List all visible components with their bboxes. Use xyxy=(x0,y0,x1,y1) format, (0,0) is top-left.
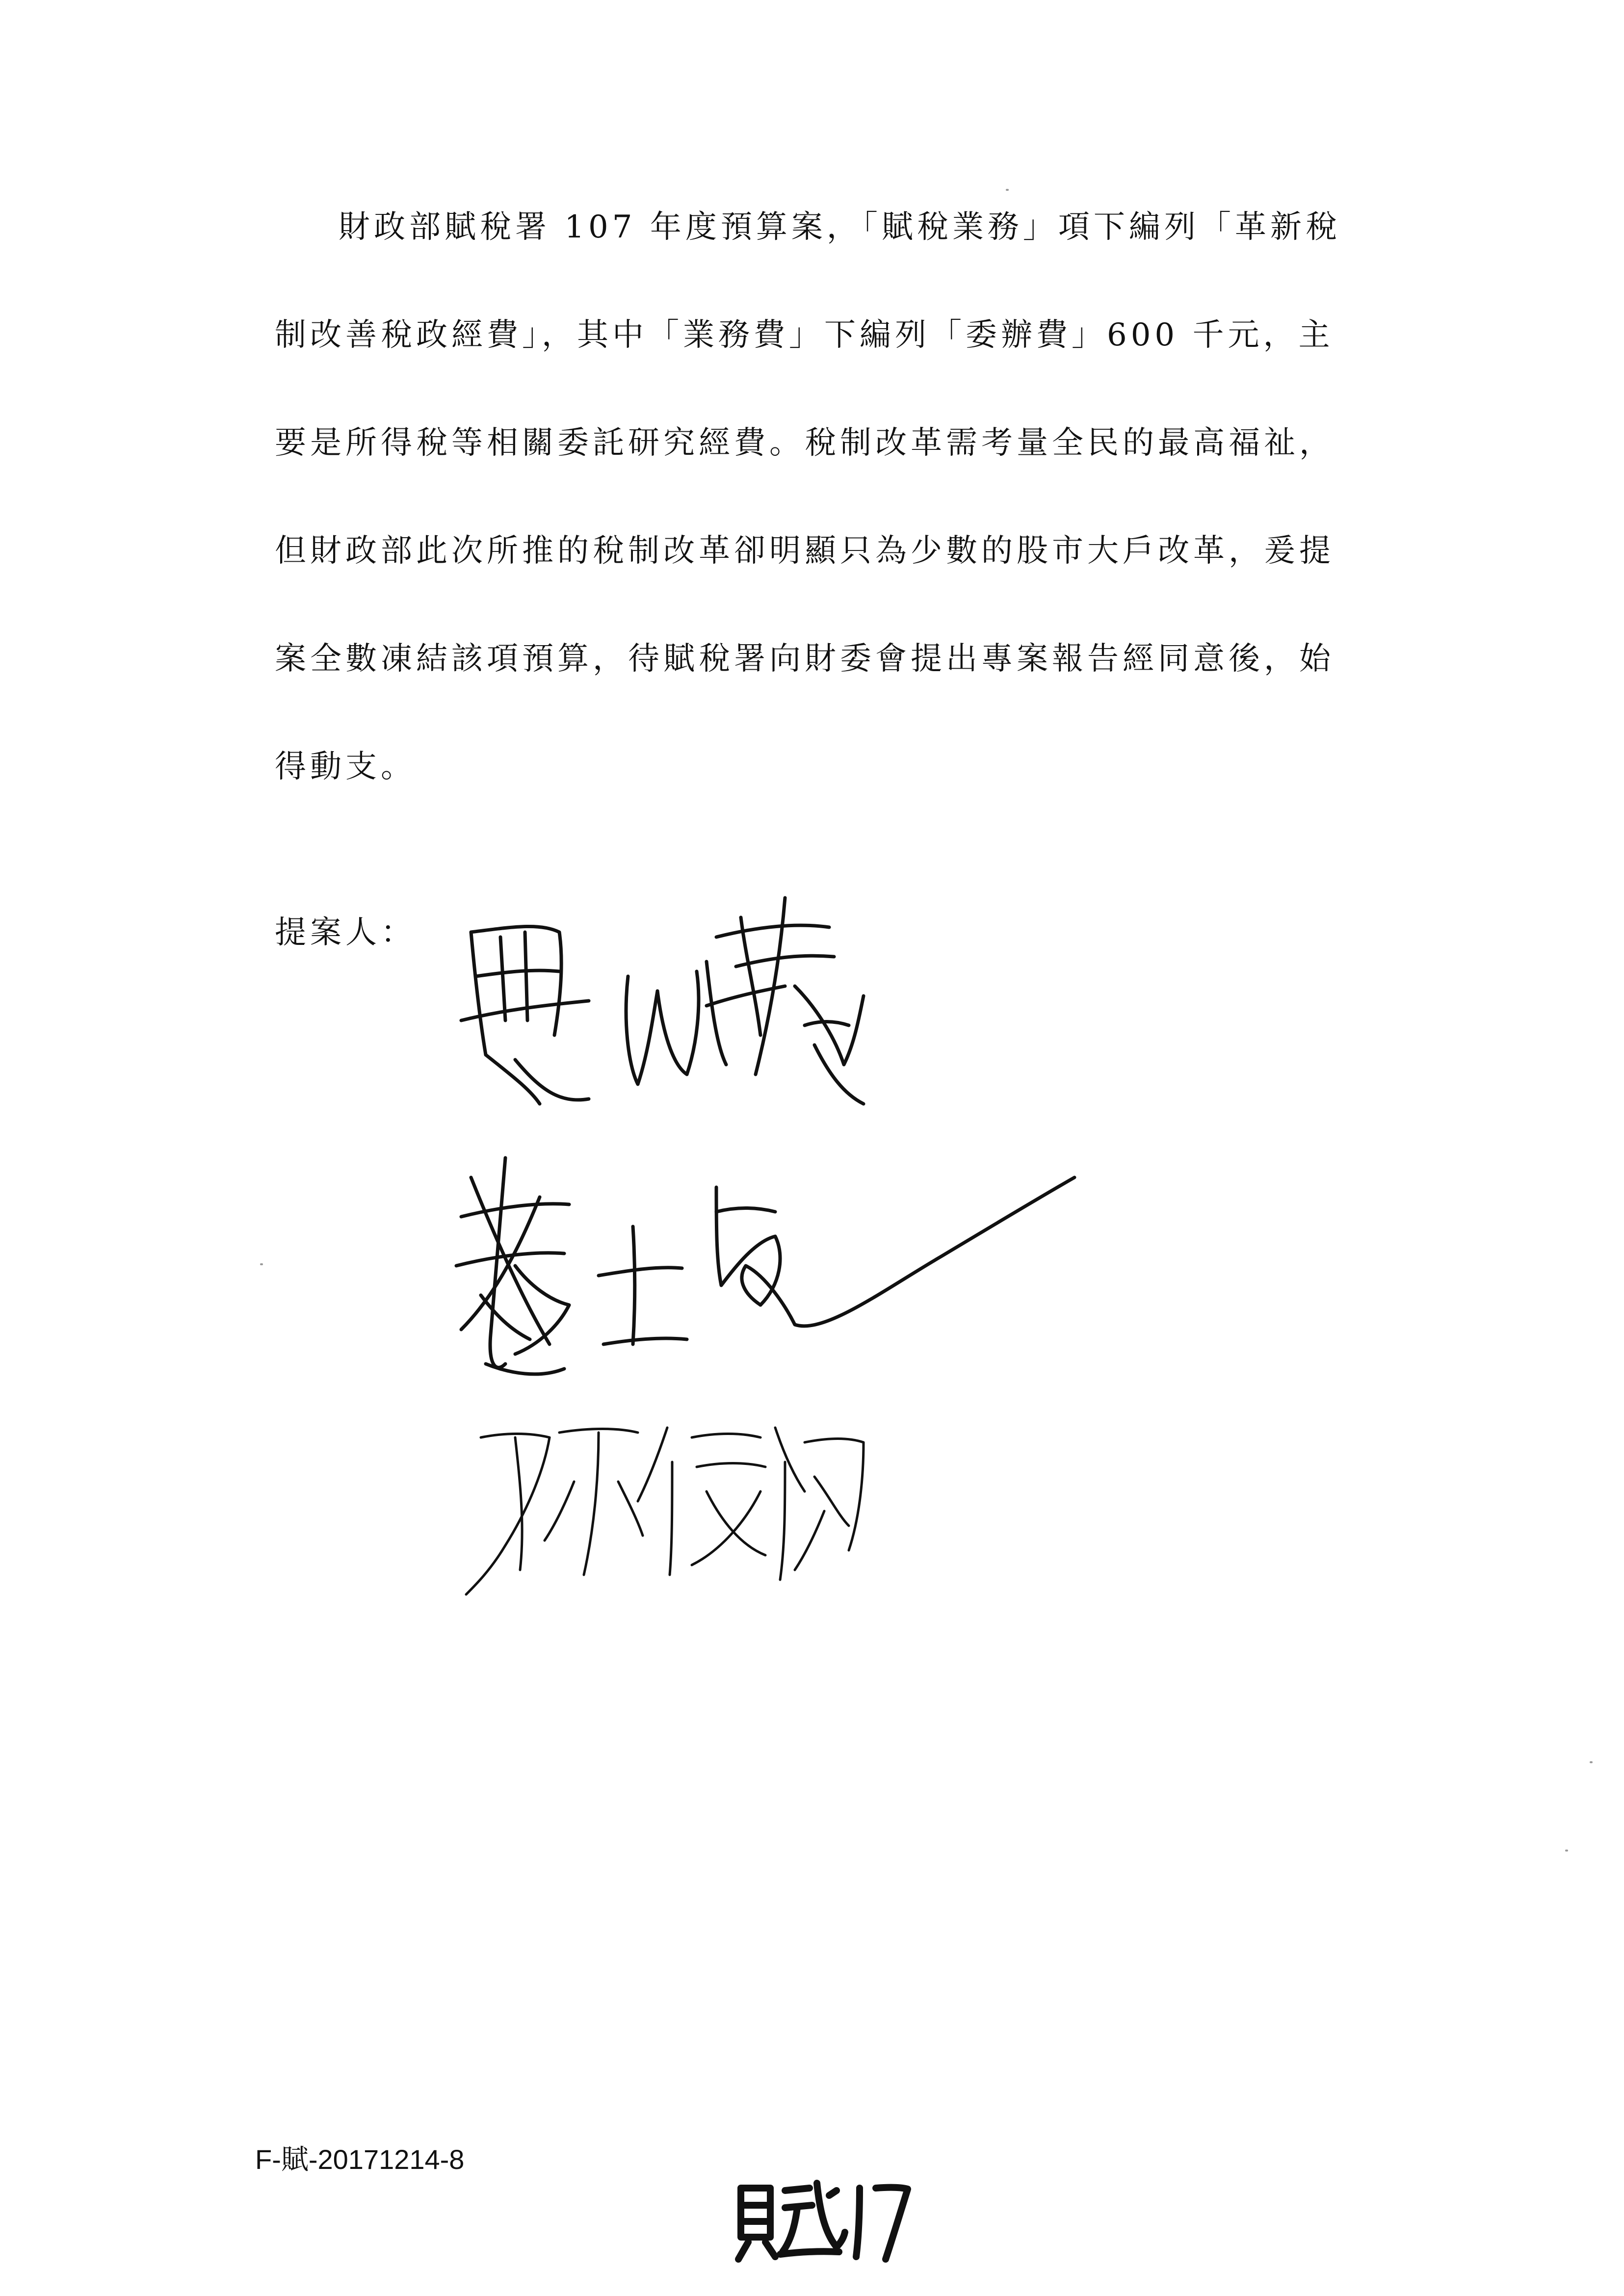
body-line: 得動支。 xyxy=(275,749,416,785)
body-line: 但財政部此次所推的稅制改革卻明顯只為少數的股市大戶改革，爰提 xyxy=(275,533,1335,569)
proposer-label: 提案人： xyxy=(275,914,416,951)
body-line: 要是所得稅等相關委託研究經費。稅制改革需考量全民的最高福祉， xyxy=(275,425,1335,461)
scan-speck xyxy=(260,1263,263,1265)
body-line: 案全數凍結該項預算，待賦稅署向財委會提出專案報告經同意後，始 xyxy=(275,641,1335,677)
scan-speck xyxy=(1006,189,1009,191)
document-id: F-賦-20171214-8 xyxy=(255,2144,465,2175)
body-line: 財政部賦稅署 107 年度預算案，「賦稅業務」項下編列「革新稅 xyxy=(339,209,1341,245)
signature-3 xyxy=(461,1408,888,1604)
scan-speck xyxy=(1590,1761,1593,1763)
signature-2 xyxy=(442,1119,1094,1393)
proposal-body xyxy=(275,211,1413,859)
page-mark-handwritten xyxy=(731,2168,913,2267)
signature-1 xyxy=(442,859,932,1114)
scan-speck xyxy=(1565,1850,1568,1852)
body-line: 制改善稅政經費」，其中「業務費」下編列「委辦費」600 千元，主 xyxy=(275,317,1334,353)
